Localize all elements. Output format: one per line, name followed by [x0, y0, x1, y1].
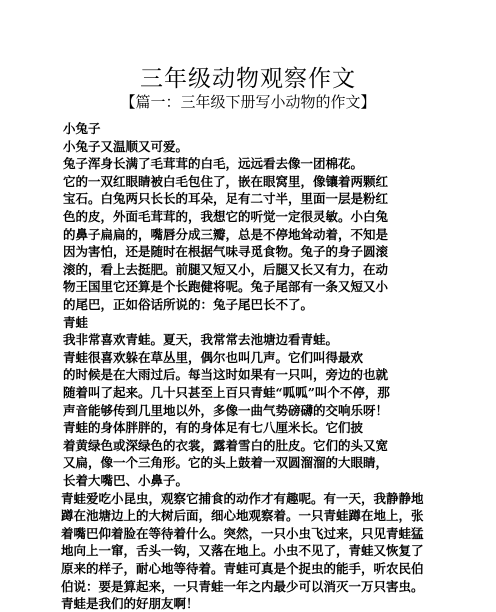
- text-line: 因为害怕，还是随时在根据气味寻觅食物。兔子的身子圆滚: [63, 244, 389, 260]
- text-line: 物王国里它还算是个长跑健将呢。兔子尾部有一条又短又小: [63, 279, 389, 295]
- text-line: 滚的，看上去挺肥。前腿又短又小，后腿又长又有力，在动: [63, 261, 389, 277]
- text-line: 小兔子又温顺又可爱。: [63, 138, 189, 154]
- text-line: 声音能够传到几里地以外，多像一曲气势磅礴的交响乐呀！: [63, 402, 389, 418]
- text-line: 的时候是在大雨过后。每当这时如果有一只叫，旁边的也就: [63, 367, 389, 383]
- text-line: 长着大嘴巴、小鼻子。: [63, 473, 189, 488]
- text-line: 的尾巴，正如俗话所说的：兔子尾巴长不了。: [63, 297, 314, 312]
- text-line: 的鼻子扁扁的，嘴唇分成三瓣，总是不停地耸动着，不知是: [63, 226, 389, 242]
- heading-frog: 青蛙: [63, 314, 89, 330]
- page-title: 三年级动物观察作文: [140, 66, 356, 92]
- text-line: 兔子浑身长满了毛茸茸的白毛，远远看去像一团棉花。: [63, 156, 364, 172]
- text-line: 色的皮，外面毛茸茸的，我想它的听觉一定很灵敏。小白兔: [63, 209, 389, 224]
- text-line: 青蛙的身体胖胖的，有的身体足有七八厘米长。它们披: [63, 420, 364, 436]
- text-line: 地向上一窜，舌头一钩，又落在地上。小虫不见了，青蛙又恢复了: [61, 543, 424, 559]
- heading-rabbit: 小兔子: [63, 121, 101, 136]
- text-line: 我非常喜欢青蛙。夏天，我常常去池塘边看青蛙。: [63, 332, 339, 348]
- text-line: 着嘴巴仰着脸在等待着什么。突然，一只小虫飞过来，只见青蛙猛: [61, 525, 424, 541]
- text-line: 它的一双红眼睛被白毛包住了，嵌在眼窝里，像镶着两颗红: [63, 173, 389, 189]
- text-line: 又扁，像一个三角形。它的头上鼓着一双圆溜溜的大眼睛，: [63, 455, 389, 471]
- text-line: 原来的样子，耐心地等待着。青蛙可真是个捉虫的能手，听农民伯: [61, 561, 424, 576]
- section-subtitle: 【篇一：三年级下册写小动物的作文】: [120, 93, 376, 111]
- text-line: 蹲在池塘边上的大树后面，细心地观察着。一只青蛙蹲在地上，张: [61, 508, 424, 524]
- text-line: 着黄绿色或深绿色的衣裳，露着雪白的肚皮。它们的头又宽: [63, 437, 389, 453]
- text-line: 青蛙爱吃小昆虫，观察它捕食的动作才有趣呢。有一天，我静静地: [61, 490, 424, 506]
- text-line: 青蛙是我们的好朋友啊！: [61, 595, 199, 611]
- text-line: 伯说：要是算起来，一只青蛙一年之内最少可以消灭一万只害虫。: [61, 578, 424, 594]
- text-line: 青蛙很喜欢躲在草丛里，偶尔也叫几声。它们叫得最欢: [63, 349, 364, 365]
- text-line: 随着叫了起来。几十只甚至上百只青蛙“呱呱”叫个不停，那: [63, 385, 390, 400]
- text-line: 宝石。白兔两只长长的耳朵，足有二寸半，里面一层是粉红: [63, 191, 389, 207]
